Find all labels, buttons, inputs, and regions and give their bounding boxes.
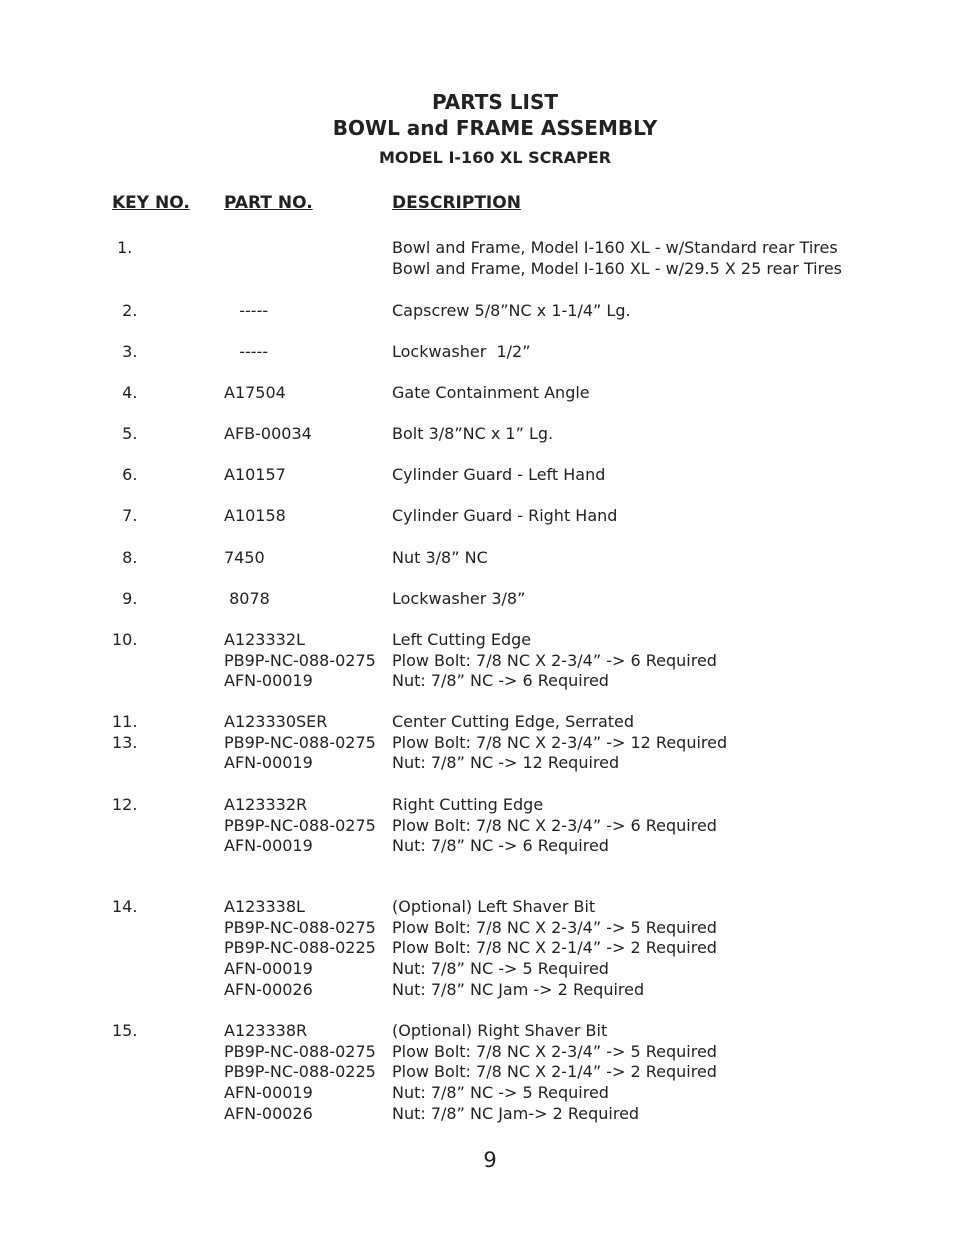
part-cell: A10158 [224, 506, 286, 525]
part-cell: A123330SER PB9P-NC-088-0275 AFN-00019 [224, 712, 376, 773]
model-title: MODEL I-160 XL SCRAPER [378, 148, 612, 167]
key-cell: 9. [112, 589, 138, 608]
description-cell: Gate Containment Angle [392, 383, 590, 402]
description-cell: (Optional) Left Shaver Bit Plow Bolt: 7/8 NC X 2-3/4” -> 5 Required Plow Bolt: 7/8 NC X 2-1/4” -> 2 Required Nut: 7/8” NC -> 5 Required Nut: 7/8” NC Jam -> 2 Required [392, 897, 717, 999]
part-cell: AFB-00034 [224, 424, 312, 443]
part-cell: A123338L PB9P-NC-088-0275 PB9P-NC-088-0225 AFN-00019 AFN-00026 [224, 897, 376, 999]
part-column-header: PART NO. [224, 193, 313, 213]
key-cell: 12. [112, 795, 138, 814]
description-cell: Nut 3/8” NC [392, 548, 488, 567]
description-cell: Bowl and Frame, Model I-160 XL - w/Standard rear Tires Bowl and Frame, Model I-160 XL - w/29.5 X 25 rear Tires [392, 238, 843, 278]
page-title: PARTS LIST [431, 90, 559, 114]
part-cell: 7450 [224, 548, 265, 567]
part-cell: ----- [224, 301, 269, 320]
key-cell: 10. [112, 630, 138, 649]
description-cell: Lockwasher 1/2” [392, 342, 531, 361]
part-cell: A123338R PB9P-NC-088-0275 PB9P-NC-088-0225 AFN-00019 AFN-00026 [224, 1021, 376, 1123]
key-cell: 7. [112, 506, 138, 525]
assembly-title: BOWL and FRAME ASSEMBLY [332, 116, 658, 140]
description-cell: Right Cutting Edge Plow Bolt: 7/8 NC X 2-3/4” -> 6 Required Nut: 7/8” NC -> 6 Required [392, 795, 717, 856]
key-cell: 5. [112, 424, 138, 443]
part-cell: A17504 [224, 383, 286, 402]
description-cell: (Optional) Right Shaver Bit Plow Bolt: 7/8 NC X 2-3/4” -> 5 Required Plow Bolt: 7/8 NC X 2-1/4” -> 2 Required Nut: 7/8” NC -> 5 Required Nut: 7/8” NC Jam-> 2 Required [392, 1021, 717, 1123]
key-cell: 14. [112, 897, 138, 916]
key-cell: 11. 13. [112, 712, 138, 752]
key-cell: 2. [112, 301, 138, 320]
part-cell: A123332L PB9P-NC-088-0275 AFN-00019 [224, 630, 376, 691]
description-cell: Capscrew 5/8”NC x 1-1/4” Lg. [392, 301, 631, 320]
key-cell: 15. [112, 1021, 138, 1040]
description-cell: Bolt 3/8”NC x 1” Lg. [392, 424, 554, 443]
part-cell: 8078 [224, 589, 270, 608]
description-cell: Lockwasher 3/8” [392, 589, 526, 608]
part-cell: A123332R PB9P-NC-088-0275 AFN-00019 [224, 795, 376, 856]
part-cell: ----- [224, 342, 269, 361]
key-cell: 3. [112, 342, 138, 361]
page-number: 9 [483, 1148, 497, 1172]
key-column-header: KEY NO. [112, 193, 190, 213]
key-cell: 4. [112, 383, 138, 402]
description-cell: Cylinder Guard - Right Hand [392, 506, 618, 525]
key-cell: 1. [112, 238, 133, 257]
description-cell: Cylinder Guard - Left Hand [392, 465, 606, 484]
key-cell: 6. [112, 465, 138, 484]
description-cell: Center Cutting Edge, Serrated Plow Bolt: 7/8 NC X 2-3/4” -> 12 Required Nut: 7/8” NC -> 12 Required [392, 712, 728, 773]
description-column-header: DESCRIPTION [392, 193, 521, 213]
part-cell: A10157 [224, 465, 286, 484]
key-cell: 8. [112, 548, 138, 567]
description-cell: Left Cutting Edge Plow Bolt: 7/8 NC X 2-3/4” -> 6 Required Nut: 7/8” NC -> 6 Required [392, 630, 717, 691]
